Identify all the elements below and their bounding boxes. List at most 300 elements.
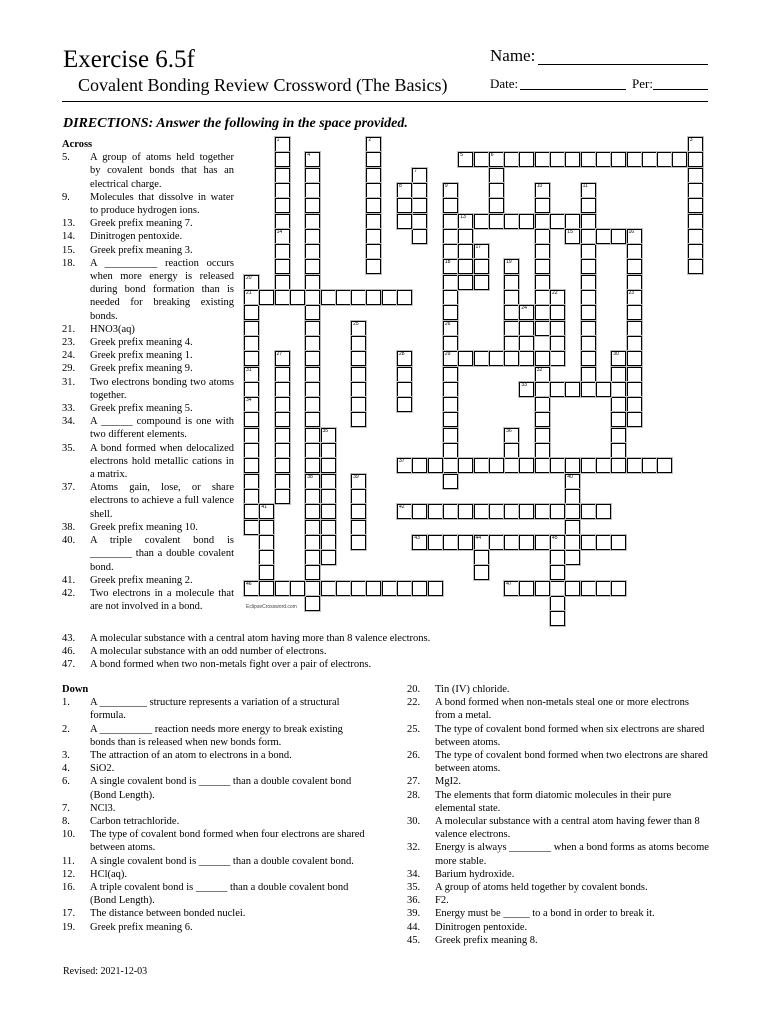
grid-cell[interactable] <box>581 198 596 213</box>
grid-cell[interactable] <box>397 581 412 596</box>
grid-cell[interactable] <box>366 137 381 152</box>
grid-cell[interactable] <box>397 504 412 519</box>
grid-cell[interactable] <box>443 183 458 198</box>
grid-cell[interactable] <box>458 244 473 259</box>
grid-cell[interactable] <box>305 183 320 198</box>
grid-cell[interactable] <box>581 305 596 320</box>
grid-cell[interactable] <box>504 152 519 167</box>
grid-cell[interactable] <box>305 336 320 351</box>
grid-cell[interactable] <box>489 458 504 473</box>
grid-cell[interactable] <box>535 275 550 290</box>
grid-cell[interactable] <box>596 504 611 519</box>
grid-cell[interactable] <box>351 504 366 519</box>
grid-cell[interactable] <box>550 581 565 596</box>
grid-cell[interactable] <box>596 535 611 550</box>
grid-cell[interactable] <box>397 367 412 382</box>
grid-cell[interactable] <box>244 367 259 382</box>
grid-cell[interactable] <box>259 520 274 535</box>
grid-cell[interactable] <box>275 443 290 458</box>
grid-cell[interactable] <box>688 229 703 244</box>
grid-cell[interactable] <box>550 596 565 611</box>
grid-cell[interactable] <box>550 214 565 229</box>
grid-cell[interactable] <box>305 596 320 611</box>
grid-cell[interactable] <box>535 321 550 336</box>
grid-cell[interactable] <box>611 367 626 382</box>
grid-cell[interactable] <box>366 229 381 244</box>
grid-cell[interactable] <box>458 275 473 290</box>
grid-cell[interactable] <box>244 520 259 535</box>
grid-cell[interactable] <box>627 458 642 473</box>
grid-cell[interactable] <box>244 428 259 443</box>
grid-cell[interactable] <box>581 336 596 351</box>
grid-cell[interactable] <box>351 336 366 351</box>
grid-cell[interactable] <box>504 581 519 596</box>
grid-cell[interactable] <box>351 412 366 427</box>
grid-cell[interactable] <box>259 550 274 565</box>
grid-cell[interactable] <box>611 581 626 596</box>
grid-cell[interactable] <box>443 351 458 366</box>
grid-cell[interactable] <box>627 229 642 244</box>
grid-cell[interactable] <box>550 152 565 167</box>
grid-cell[interactable] <box>627 351 642 366</box>
grid-cell[interactable] <box>458 458 473 473</box>
grid-cell[interactable] <box>565 382 580 397</box>
grid-cell[interactable] <box>397 183 412 198</box>
grid-cell[interactable] <box>397 397 412 412</box>
grid-cell[interactable] <box>259 290 274 305</box>
grid-cell[interactable] <box>351 290 366 305</box>
grid-cell[interactable] <box>519 305 534 320</box>
grid-cell[interactable] <box>458 351 473 366</box>
grid-cell[interactable] <box>489 198 504 213</box>
grid-cell[interactable] <box>397 290 412 305</box>
grid-cell[interactable] <box>535 214 550 229</box>
grid-cell[interactable] <box>657 152 672 167</box>
grid-cell[interactable] <box>611 152 626 167</box>
grid-cell[interactable] <box>275 474 290 489</box>
grid-cell[interactable] <box>305 550 320 565</box>
grid-cell[interactable] <box>688 137 703 152</box>
grid-cell[interactable] <box>321 458 336 473</box>
grid-cell[interactable] <box>688 168 703 183</box>
grid-cell[interactable] <box>244 275 259 290</box>
grid-cell[interactable] <box>412 229 427 244</box>
grid-cell[interactable] <box>550 290 565 305</box>
grid-cell[interactable] <box>275 259 290 274</box>
grid-cell[interactable] <box>244 351 259 366</box>
grid-cell[interactable] <box>305 412 320 427</box>
grid-cell[interactable] <box>519 351 534 366</box>
grid-cell[interactable] <box>627 290 642 305</box>
grid-cell[interactable] <box>611 412 626 427</box>
grid-cell[interactable] <box>565 504 580 519</box>
grid-cell[interactable] <box>474 504 489 519</box>
grid-cell[interactable] <box>535 229 550 244</box>
grid-cell[interactable] <box>535 458 550 473</box>
grid-cell[interactable] <box>366 290 381 305</box>
grid-cell[interactable] <box>565 489 580 504</box>
grid-cell[interactable] <box>244 397 259 412</box>
grid-cell[interactable] <box>275 428 290 443</box>
grid-cell[interactable] <box>550 535 565 550</box>
grid-cell[interactable] <box>489 183 504 198</box>
grid-cell[interactable] <box>244 504 259 519</box>
grid-cell[interactable] <box>290 581 305 596</box>
grid-cell[interactable] <box>275 183 290 198</box>
grid-cell[interactable] <box>351 489 366 504</box>
grid-cell[interactable] <box>244 474 259 489</box>
grid-cell[interactable] <box>244 321 259 336</box>
grid-cell[interactable] <box>244 412 259 427</box>
grid-cell[interactable] <box>504 214 519 229</box>
grid-cell[interactable] <box>611 397 626 412</box>
grid-cell[interactable] <box>504 259 519 274</box>
grid-cell[interactable] <box>275 152 290 167</box>
grid-cell[interactable] <box>596 581 611 596</box>
grid-cell[interactable] <box>642 152 657 167</box>
grid-cell[interactable] <box>519 336 534 351</box>
grid-cell[interactable] <box>489 214 504 229</box>
grid-cell[interactable] <box>443 428 458 443</box>
grid-cell[interactable] <box>581 214 596 229</box>
grid-cell[interactable] <box>474 214 489 229</box>
grid-cell[interactable] <box>581 321 596 336</box>
grid-cell[interactable] <box>581 244 596 259</box>
grid-cell[interactable] <box>458 504 473 519</box>
grid-cell[interactable] <box>474 259 489 274</box>
grid-cell[interactable] <box>596 152 611 167</box>
grid-cell[interactable] <box>611 382 626 397</box>
grid-cell[interactable] <box>351 474 366 489</box>
grid-cell[interactable] <box>565 152 580 167</box>
grid-cell[interactable] <box>581 290 596 305</box>
grid-cell[interactable] <box>336 581 351 596</box>
grid-cell[interactable] <box>474 565 489 580</box>
grid-cell[interactable] <box>397 214 412 229</box>
grid-cell[interactable] <box>305 458 320 473</box>
grid-cell[interactable] <box>504 275 519 290</box>
grid-cell[interactable] <box>275 581 290 596</box>
grid-cell[interactable] <box>275 382 290 397</box>
grid-cell[interactable] <box>428 458 443 473</box>
grid-cell[interactable] <box>611 443 626 458</box>
grid-cell[interactable] <box>443 397 458 412</box>
grid-cell[interactable] <box>244 443 259 458</box>
grid-cell[interactable] <box>321 428 336 443</box>
grid-cell[interactable] <box>443 382 458 397</box>
grid-cell[interactable] <box>535 351 550 366</box>
grid-cell[interactable] <box>275 458 290 473</box>
grid-cell[interactable] <box>565 535 580 550</box>
grid-cell[interactable] <box>305 520 320 535</box>
grid-cell[interactable] <box>519 382 534 397</box>
grid-cell[interactable] <box>366 259 381 274</box>
grid-cell[interactable] <box>244 336 259 351</box>
grid-cell[interactable] <box>535 443 550 458</box>
grid-cell[interactable] <box>504 535 519 550</box>
grid-cell[interactable] <box>550 336 565 351</box>
grid-cell[interactable] <box>321 520 336 535</box>
grid-cell[interactable] <box>275 290 290 305</box>
grid-cell[interactable] <box>489 168 504 183</box>
grid-cell[interactable] <box>550 550 565 565</box>
per-field[interactable] <box>653 89 708 90</box>
grid-cell[interactable] <box>321 474 336 489</box>
grid-cell[interactable] <box>290 290 305 305</box>
grid-cell[interactable] <box>443 275 458 290</box>
grid-cell[interactable] <box>535 259 550 274</box>
grid-cell[interactable] <box>305 565 320 580</box>
grid-cell[interactable] <box>565 520 580 535</box>
grid-cell[interactable] <box>489 535 504 550</box>
grid-cell[interactable] <box>443 198 458 213</box>
grid-cell[interactable] <box>351 382 366 397</box>
grid-cell[interactable] <box>351 581 366 596</box>
date-field[interactable] <box>520 89 626 90</box>
grid-cell[interactable] <box>504 290 519 305</box>
grid-cell[interactable] <box>519 581 534 596</box>
grid-cell[interactable] <box>412 183 427 198</box>
grid-cell[interactable] <box>351 351 366 366</box>
grid-cell[interactable] <box>275 351 290 366</box>
grid-cell[interactable] <box>550 305 565 320</box>
grid-cell[interactable] <box>366 581 381 596</box>
grid-cell[interactable] <box>550 382 565 397</box>
grid-cell[interactable] <box>458 259 473 274</box>
grid-cell[interactable] <box>581 259 596 274</box>
grid-cell[interactable] <box>596 382 611 397</box>
grid-cell[interactable] <box>535 504 550 519</box>
grid-cell[interactable] <box>627 336 642 351</box>
grid-cell[interactable] <box>611 535 626 550</box>
grid-cell[interactable] <box>275 168 290 183</box>
grid-cell[interactable] <box>321 581 336 596</box>
grid-cell[interactable] <box>244 290 259 305</box>
grid-cell[interactable] <box>550 504 565 519</box>
grid-cell[interactable] <box>305 581 320 596</box>
grid-cell[interactable] <box>443 321 458 336</box>
grid-cell[interactable] <box>657 458 672 473</box>
grid-cell[interactable] <box>443 443 458 458</box>
grid-cell[interactable] <box>275 275 290 290</box>
grid-cell[interactable] <box>443 458 458 473</box>
grid-cell[interactable] <box>382 581 397 596</box>
grid-cell[interactable] <box>305 474 320 489</box>
grid-cell[interactable] <box>535 412 550 427</box>
grid-cell[interactable] <box>474 244 489 259</box>
grid-cell[interactable] <box>397 458 412 473</box>
grid-cell[interactable] <box>412 581 427 596</box>
grid-cell[interactable] <box>259 581 274 596</box>
grid-cell[interactable] <box>519 321 534 336</box>
grid-cell[interactable] <box>688 214 703 229</box>
grid-cell[interactable] <box>596 458 611 473</box>
grid-cell[interactable] <box>351 520 366 535</box>
grid-cell[interactable] <box>305 290 320 305</box>
grid-cell[interactable] <box>305 198 320 213</box>
grid-cell[interactable] <box>611 229 626 244</box>
grid-cell[interactable] <box>489 504 504 519</box>
grid-cell[interactable] <box>474 275 489 290</box>
grid-cell[interactable] <box>275 229 290 244</box>
grid-cell[interactable] <box>351 321 366 336</box>
grid-cell[interactable] <box>581 351 596 366</box>
grid-cell[interactable] <box>412 458 427 473</box>
grid-cell[interactable] <box>535 305 550 320</box>
grid-cell[interactable] <box>412 535 427 550</box>
grid-cell[interactable] <box>519 214 534 229</box>
grid-cell[interactable] <box>443 504 458 519</box>
grid-cell[interactable] <box>458 229 473 244</box>
grid-cell[interactable] <box>535 152 550 167</box>
grid-cell[interactable] <box>535 581 550 596</box>
grid-cell[interactable] <box>581 152 596 167</box>
grid-cell[interactable] <box>565 214 580 229</box>
grid-cell[interactable] <box>535 397 550 412</box>
grid-cell[interactable] <box>535 428 550 443</box>
grid-cell[interactable] <box>412 198 427 213</box>
grid-cell[interactable] <box>428 504 443 519</box>
grid-cell[interactable] <box>474 152 489 167</box>
grid-cell[interactable] <box>504 428 519 443</box>
grid-cell[interactable] <box>305 397 320 412</box>
grid-cell[interactable] <box>672 152 687 167</box>
grid-cell[interactable] <box>581 581 596 596</box>
grid-cell[interactable] <box>305 367 320 382</box>
grid-cell[interactable] <box>581 367 596 382</box>
grid-cell[interactable] <box>458 214 473 229</box>
grid-cell[interactable] <box>535 382 550 397</box>
grid-cell[interactable] <box>321 290 336 305</box>
grid-cell[interactable] <box>366 214 381 229</box>
grid-cell[interactable] <box>244 382 259 397</box>
grid-cell[interactable] <box>244 458 259 473</box>
grid-cell[interactable] <box>275 489 290 504</box>
grid-cell[interactable] <box>489 351 504 366</box>
grid-cell[interactable] <box>688 198 703 213</box>
grid-cell[interactable] <box>244 305 259 320</box>
grid-cell[interactable] <box>275 244 290 259</box>
grid-cell[interactable] <box>627 152 642 167</box>
grid-cell[interactable] <box>581 382 596 397</box>
grid-cell[interactable] <box>474 351 489 366</box>
grid-cell[interactable] <box>519 535 534 550</box>
grid-cell[interactable] <box>366 152 381 167</box>
grid-cell[interactable] <box>535 198 550 213</box>
grid-cell[interactable] <box>351 367 366 382</box>
grid-cell[interactable] <box>627 367 642 382</box>
grid-cell[interactable] <box>519 152 534 167</box>
grid-cell[interactable] <box>275 397 290 412</box>
grid-cell[interactable] <box>581 275 596 290</box>
name-field[interactable] <box>538 64 708 65</box>
grid-cell[interactable] <box>581 458 596 473</box>
grid-cell[interactable] <box>412 168 427 183</box>
grid-cell[interactable] <box>275 137 290 152</box>
grid-cell[interactable] <box>366 183 381 198</box>
grid-cell[interactable] <box>627 259 642 274</box>
grid-cell[interactable] <box>305 214 320 229</box>
grid-cell[interactable] <box>535 367 550 382</box>
grid-cell[interactable] <box>305 382 320 397</box>
grid-cell[interactable] <box>305 321 320 336</box>
grid-cell[interactable] <box>305 244 320 259</box>
grid-cell[interactable] <box>397 198 412 213</box>
grid-cell[interactable] <box>474 535 489 550</box>
grid-cell[interactable] <box>550 565 565 580</box>
grid-cell[interactable] <box>382 290 397 305</box>
grid-cell[interactable] <box>581 504 596 519</box>
grid-cell[interactable] <box>504 305 519 320</box>
grid-cell[interactable] <box>366 198 381 213</box>
grid-cell[interactable] <box>275 214 290 229</box>
grid-cell[interactable] <box>565 474 580 489</box>
grid-cell[interactable] <box>275 367 290 382</box>
grid-cell[interactable] <box>305 152 320 167</box>
grid-cell[interactable] <box>428 581 443 596</box>
grid-cell[interactable] <box>504 321 519 336</box>
grid-cell[interactable] <box>627 382 642 397</box>
grid-cell[interactable] <box>443 214 458 229</box>
grid-cell[interactable] <box>611 458 626 473</box>
grid-cell[interactable] <box>259 565 274 580</box>
grid-cell[interactable] <box>596 229 611 244</box>
grid-cell[interactable] <box>443 412 458 427</box>
grid-cell[interactable] <box>305 489 320 504</box>
grid-cell[interactable] <box>504 458 519 473</box>
grid-cell[interactable] <box>565 550 580 565</box>
grid-cell[interactable] <box>489 152 504 167</box>
grid-cell[interactable] <box>305 443 320 458</box>
grid-cell[interactable] <box>275 198 290 213</box>
grid-cell[interactable] <box>305 259 320 274</box>
grid-cell[interactable] <box>443 336 458 351</box>
grid-cell[interactable] <box>627 244 642 259</box>
grid-cell[interactable] <box>581 183 596 198</box>
grid-cell[interactable] <box>443 474 458 489</box>
grid-cell[interactable] <box>565 581 580 596</box>
grid-cell[interactable] <box>351 535 366 550</box>
grid-cell[interactable] <box>688 152 703 167</box>
grid-cell[interactable] <box>275 412 290 427</box>
grid-cell[interactable] <box>305 504 320 519</box>
grid-cell[interactable] <box>535 290 550 305</box>
grid-cell[interactable] <box>504 351 519 366</box>
grid-cell[interactable] <box>321 504 336 519</box>
grid-cell[interactable] <box>336 290 351 305</box>
grid-cell[interactable] <box>627 412 642 427</box>
grid-cell[interactable] <box>504 443 519 458</box>
grid-cell[interactable] <box>321 489 336 504</box>
grid-cell[interactable] <box>474 550 489 565</box>
grid-cell[interactable] <box>305 535 320 550</box>
grid-cell[interactable] <box>535 183 550 198</box>
grid-cell[interactable] <box>443 367 458 382</box>
grid-cell[interactable] <box>550 351 565 366</box>
grid-cell[interactable] <box>321 535 336 550</box>
grid-cell[interactable] <box>581 229 596 244</box>
grid-cell[interactable] <box>397 382 412 397</box>
grid-cell[interactable] <box>443 305 458 320</box>
grid-cell[interactable] <box>305 168 320 183</box>
grid-cell[interactable] <box>688 244 703 259</box>
grid-cell[interactable] <box>504 504 519 519</box>
grid-cell[interactable] <box>321 550 336 565</box>
grid-cell[interactable] <box>611 351 626 366</box>
grid-cell[interactable] <box>627 275 642 290</box>
grid-cell[interactable] <box>565 458 580 473</box>
grid-cell[interactable] <box>259 535 274 550</box>
